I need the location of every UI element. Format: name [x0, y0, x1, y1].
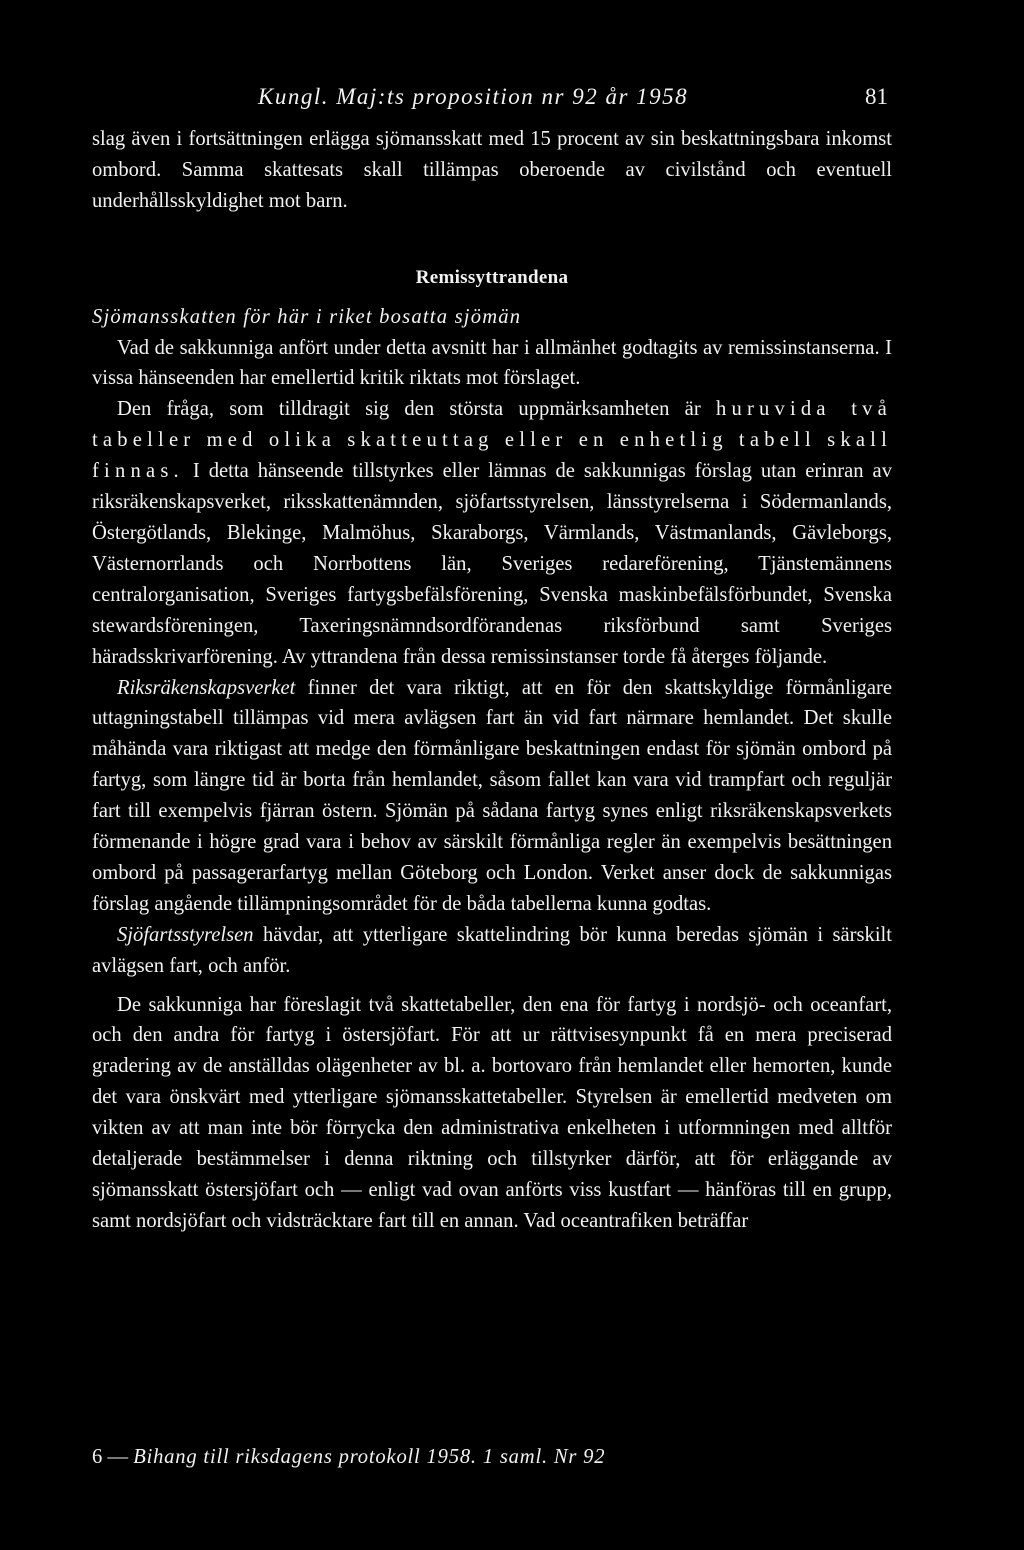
paragraph-3	[92, 394, 892, 672]
section-subheading: Sjömansskatten för här i riket bosatta sjömän	[92, 305, 522, 328]
agency-name-sjofartsstyrelsen: Sjöfartsstyrelsen	[117, 923, 254, 946]
spaced-emphasis: huruvida två tabeller med olika skatteuttag eller en enhetlig tabell skall finnas.	[92, 398, 892, 483]
paragraph-6-quote: De sakkunniga har föreslagit två skattetabeller, den ena för fartyg i nordsjö- och oceanfart, och den andra för fartyg i östersjöfart. För att ur rättvisesynpunkt få en mera preciserad gradering av de anställdas olägenheter av bl. a. bortovaro från hemlandet eller hemorten, kunde det vara önskvärt med ytterligare sjömansskattetabeller. Styrelsen är emellertid medveten om vikten av att man inte bör förrycka den administrativa enkelheten i utformningen med alltför detaljerade bestämmelser i denna riktning och tillstyrker därför, att för erläggande av sjömansskatt östersjöfart och — enligt vad ovan anförts viss kustfart — hänföras till en grupp, samt nordsjöfart och vidsträcktare fart till en annan. Vad oceantrafiken beträffar	[92, 993, 892, 1232]
page-number: 81	[865, 84, 888, 109]
body-text	[92, 124, 892, 1237]
paragraph-2: Vad de sakkunniga anfört under detta avsnitt har i allmänhet godtagits av remissinstanserna. I vissa hänseenden har emellertid kritik riktats mot förslaget.	[92, 336, 892, 390]
agency-name-riksrakenskapsverket: Riksräkenskapsverket	[117, 676, 296, 699]
paragraph-5-text: hävdar, att ytterligare skattelindring bör kunna beredas sjömän i särskilt avlägsen fart, och anför.	[92, 923, 892, 977]
paragraph-4-text: finner det vara riktigt, att en för den skattskyldige förmånligare uttagningstabell tillämpas vid mera avlägsen fart än vid fart närmare hemlandet. Det skulle måhända vara riktigast att medge den förmånligare beskattningen endast för sjömän ombord på fartyg, som längre tid är borta från hemlandet, såsom fallet kan vara vid trampfart och reguljär fart till exempelvis fjärran östern. Sjömän på sådana fartyg synes enligt riksräkenskapsverkets förmenande i högre grad vara i behov av särskilt förmånliga regler än exempelvis besättningen ombord på passagerarfartyg mellan Göteborg och London. Verket anser dock de sakkunnigas förslag angående tillämpningsområdet för de båda tabellerna kunna godtas.	[92, 676, 892, 915]
running-title: Kungl. Maj:ts proposition nr 92 år 1958	[258, 84, 689, 109]
footer-text: Bihang till riksdagens protokoll 1958. 1 saml. Nr 92	[133, 1446, 606, 1468]
paragraph-4	[92, 673, 892, 920]
paragraph-1: slag även i fortsättningen erlägga sjömansskatt med 15 procent av sin beskattningsbara inkomst ombord. Samma skattesats skall tillämpas oberoende av civilstånd och eventuell underhållsskyldighet mot barn.	[92, 128, 892, 212]
page-footer	[92, 1442, 892, 1472]
section-heading: Remissyttrandena	[415, 266, 569, 288]
footer-signature-number: 6 —	[92, 1446, 134, 1468]
paragraph-5	[92, 920, 892, 982]
page-header	[100, 84, 888, 118]
paragraph-3-rest: I detta hänseende tillstyrkes eller lämnas de sakkunnigas förslag utan erinran av riksräkenskapsverket, riksskattenämnden, sjöfartsstyrelsen, länsstyrelserna i Södermanlands, Östergötlands, Blekinge, Malmöhus, Skaraborgs, Värmlands, Västmanlands, Gävleborgs, Västernorrlands och Norrbottens län, Sveriges redareförening, Tjänstemännens centralorganisation, Sveriges fartygsbefälsförening, Svenska maskinbefälsförbundet, Svenska stewardsföreningen, Taxeringsnämndsordförandenas riksförbund samt Sveriges häradsskrivarförening. Av yttrandena från dessa remissinstanser torde få återges följande.	[92, 460, 892, 668]
paragraph-3-lead: Den fråga, som tilldragit sig den största uppmärksamheten är	[117, 398, 716, 421]
